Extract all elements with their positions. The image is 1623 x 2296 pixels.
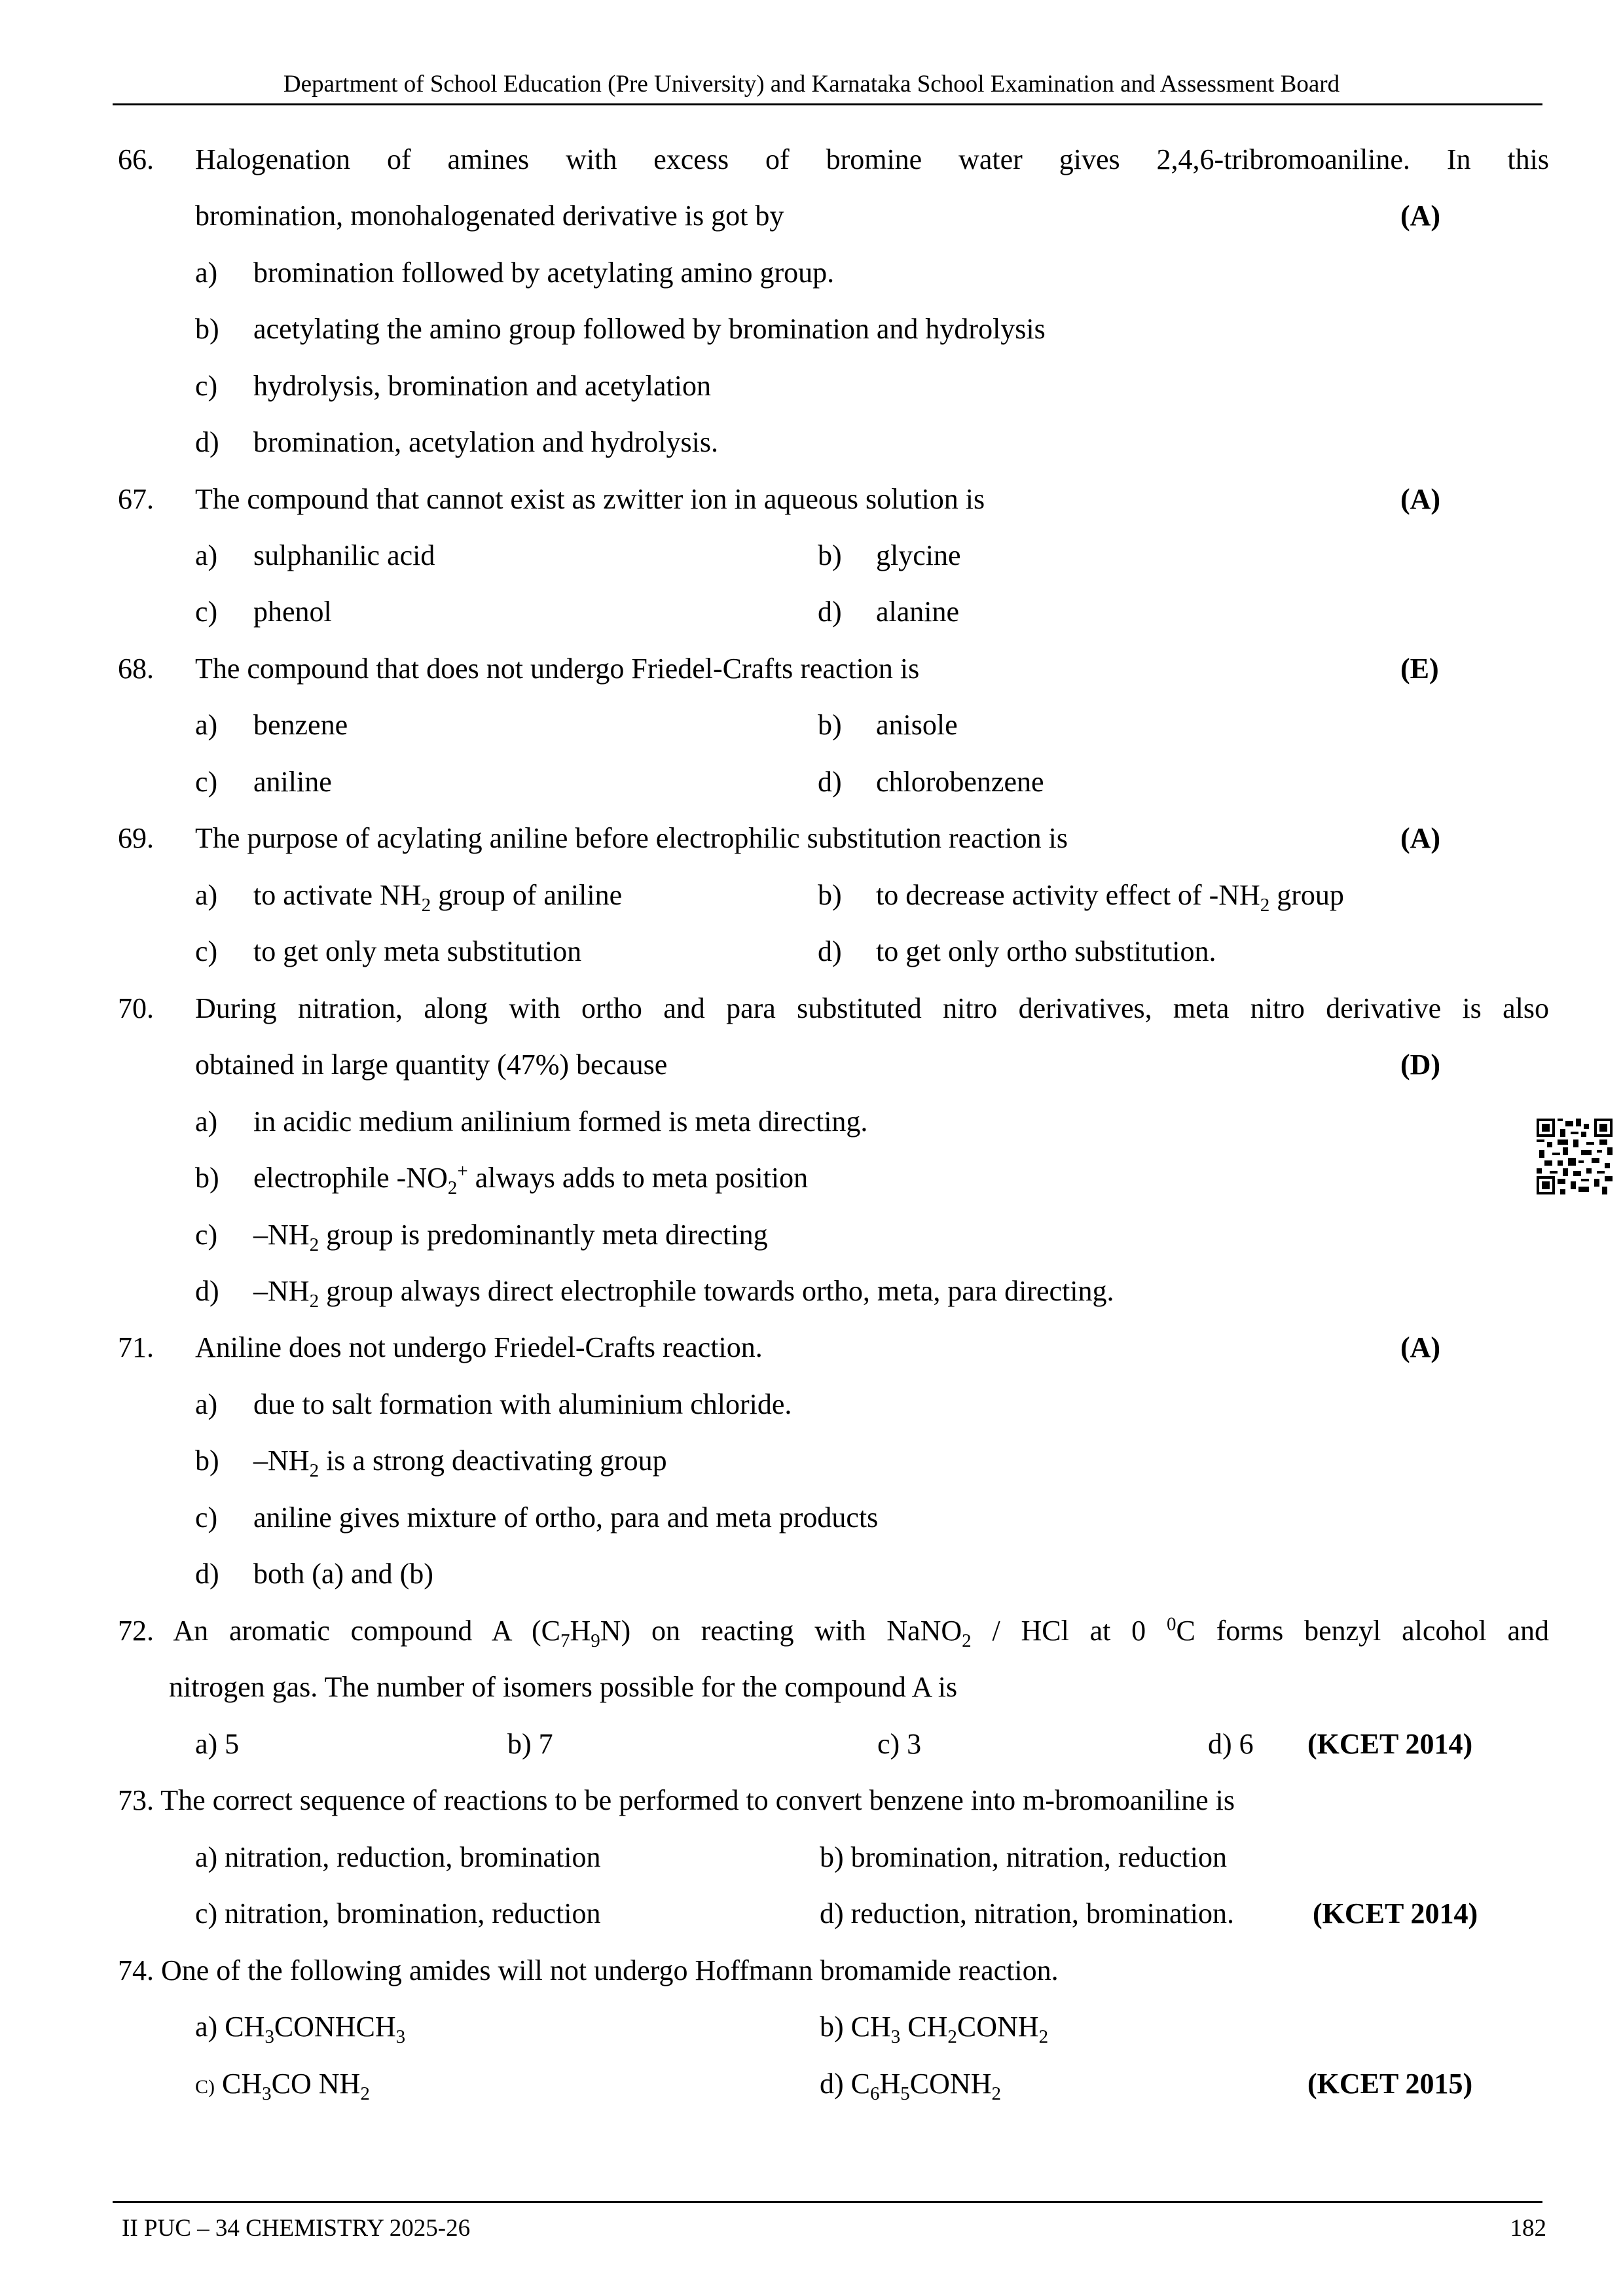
question-text: Aniline does not undergo Friedel-Crafts reaction. xyxy=(195,1331,763,1363)
option-text: to get only ortho substitution. xyxy=(876,935,1216,967)
option-label: c) xyxy=(195,370,218,402)
option-label: d) xyxy=(818,766,842,798)
option-text: hydrolysis, bromination and acetylation xyxy=(253,370,711,402)
question-number: 66. xyxy=(118,143,154,175)
option-text: to get only meta substitution xyxy=(253,935,582,967)
question-text: The compound that does not undergo Friedel-Crafts reaction is xyxy=(195,653,920,685)
option-text: electrophile $-NO_2^+$ always adds to meta position xyxy=(253,1160,809,1198)
question-text: During nitration, along with ortho and para substituted nitro derivatives, meta nitro derivative is also xyxy=(195,992,1549,1024)
option-text: $-NH_2$ is a strong deactivating group xyxy=(253,1444,667,1481)
answer-key: (A) xyxy=(1400,822,1441,854)
option-text: to decrease activity effect of $-NH_2$ group xyxy=(876,879,1344,916)
option-text: d) reduction, nitration, bromination. xyxy=(820,1897,1234,1929)
option-label: d) xyxy=(195,1558,219,1590)
exam-source-tag: (KCET 2014) xyxy=(1307,1728,1473,1760)
question-text: The compound that cannot exist as zwitter ion in aqueous solution is xyxy=(195,483,985,515)
option-label: a) xyxy=(195,1105,218,1138)
option-label: c) xyxy=(195,766,218,798)
option-text: to activate $NH_2$ group of aniline xyxy=(253,879,623,916)
question-text: 72. An aromatic compound A $(C_7H_9N)$ on reacting with NaNO$_2$ / HCl at 0 $^0$C forms benzyl alcohol and xyxy=(118,1613,1549,1651)
option-label: c) xyxy=(195,1501,218,1534)
exam-source-tag: (KCET 2015) xyxy=(1307,2068,1473,2100)
footer-divider xyxy=(113,2201,1542,2203)
answer-key: (D) xyxy=(1400,1049,1441,1081)
question-text-cont: bromination, monohalogenated derivative is got by xyxy=(195,200,784,232)
option-label: b) xyxy=(818,709,842,741)
option-label: a) xyxy=(195,539,218,571)
option-text: due to salt formation with aluminium chloride. xyxy=(253,1388,792,1420)
option-label: a) xyxy=(195,1388,218,1420)
option-label: d) xyxy=(195,426,219,458)
option-text: b) $CH_3$ $CH_2CONH_2$ xyxy=(820,2011,1049,2047)
question-number: 71. xyxy=(118,1331,154,1363)
option-text: acetylating the amino group followed by bromination and hydrolysis xyxy=(253,313,1046,345)
option-text: aniline gives mixture of ortho, para and meta products xyxy=(253,1501,879,1534)
option-label: b) xyxy=(818,539,842,571)
option-text: a) $CH_3CONHCH_3$ xyxy=(195,2011,406,2047)
option-text: b) bromination, nitration, reduction xyxy=(820,1841,1227,1873)
option-label: c) xyxy=(195,596,218,628)
page-header-title: Department of School Education (Pre University) and Karnataka School Examination and Assessment Board xyxy=(283,71,1340,98)
option-text: c) 3 xyxy=(877,1728,922,1760)
option-label: a) xyxy=(195,879,218,911)
option-text: a) 5 xyxy=(195,1728,240,1760)
option-label: d) xyxy=(818,596,842,628)
option-text: d) 6 xyxy=(1208,1728,1254,1760)
header-divider xyxy=(113,103,1542,105)
question-text: 73. The correct sequence of reactions to be performed to convert benzene into m-bromoaniline is xyxy=(118,1784,1235,1816)
option-label: c) xyxy=(195,935,218,967)
question-number: 70. xyxy=(118,992,154,1024)
option-text: glycine xyxy=(876,539,961,571)
question-text: The purpose of acylating aniline before electrophilic substitution reaction is xyxy=(195,822,1068,854)
option-text: phenol xyxy=(253,596,332,628)
question-text: Halogenation of amines with excess of bromine water gives 2,4,6-tribromoaniline. In this xyxy=(195,143,1549,175)
question-number: 67. xyxy=(118,483,154,515)
answer-key: (A) xyxy=(1400,1331,1441,1363)
answer-key: (A) xyxy=(1400,483,1441,515)
question-text: 74. One of the following amides will not undergo Hoffmann bromamide reaction. xyxy=(118,1954,1059,1986)
qr-code-icon xyxy=(1537,1119,1613,1194)
option-text: aniline xyxy=(253,766,332,798)
option-text: a) nitration, reduction, bromination xyxy=(195,1841,601,1873)
option-label: a) xyxy=(195,257,218,289)
option-label: b) xyxy=(195,313,219,345)
question-text-cont: nitrogen gas. The number of isomers possible for the compound A is xyxy=(169,1671,958,1703)
option-text: d) $C_6H_5CONH_2$ xyxy=(820,2068,1001,2104)
option-text: anisole xyxy=(876,709,958,741)
question-number: 69. xyxy=(118,822,154,854)
page-number: 182 xyxy=(1510,2215,1546,2242)
option-text: b) 7 xyxy=(507,1728,553,1760)
option-text: in acidic medium anilinium formed is meta directing. xyxy=(253,1105,868,1138)
question-number: 68. xyxy=(118,653,154,685)
option-text: benzene xyxy=(253,709,348,741)
option-text: bromination, acetylation and hydrolysis. xyxy=(253,426,718,458)
option-label: b) xyxy=(195,1162,219,1194)
footer-course: II PUC – 34 CHEMISTRY 2025-26 xyxy=(122,2215,471,2242)
option-text: bromination followed by acetylating amino group. xyxy=(253,257,835,289)
answer-key: (E) xyxy=(1400,653,1439,685)
question-text-cont: obtained in large quantity (47%) because xyxy=(195,1049,668,1081)
option-label: a) xyxy=(195,709,218,741)
option-label: d) xyxy=(195,1275,219,1307)
option-text: $-NH_2$ group always direct electrophile towards ortho, meta, para directing. xyxy=(253,1275,1114,1312)
option-text: sulphanilic acid xyxy=(253,539,435,571)
option-label: b) xyxy=(818,879,842,911)
option-label: b) xyxy=(195,1444,219,1477)
option-text: C) $CH_3CO$ $NH_2$ xyxy=(195,2068,370,2104)
answer-key: (A) xyxy=(1400,200,1441,232)
exam-source-tag: (KCET 2014) xyxy=(1313,1897,1478,1929)
option-text: c) nitration, bromination, reduction xyxy=(195,1897,601,1929)
option-text: chlorobenzene xyxy=(876,766,1044,798)
option-text: $-NH_2$ group is predominantly meta directing xyxy=(253,1219,768,1255)
option-label: d) xyxy=(818,935,842,967)
option-label: c) xyxy=(195,1219,218,1251)
option-text: alanine xyxy=(876,596,960,628)
option-text: both (a) and (b) xyxy=(253,1558,433,1590)
